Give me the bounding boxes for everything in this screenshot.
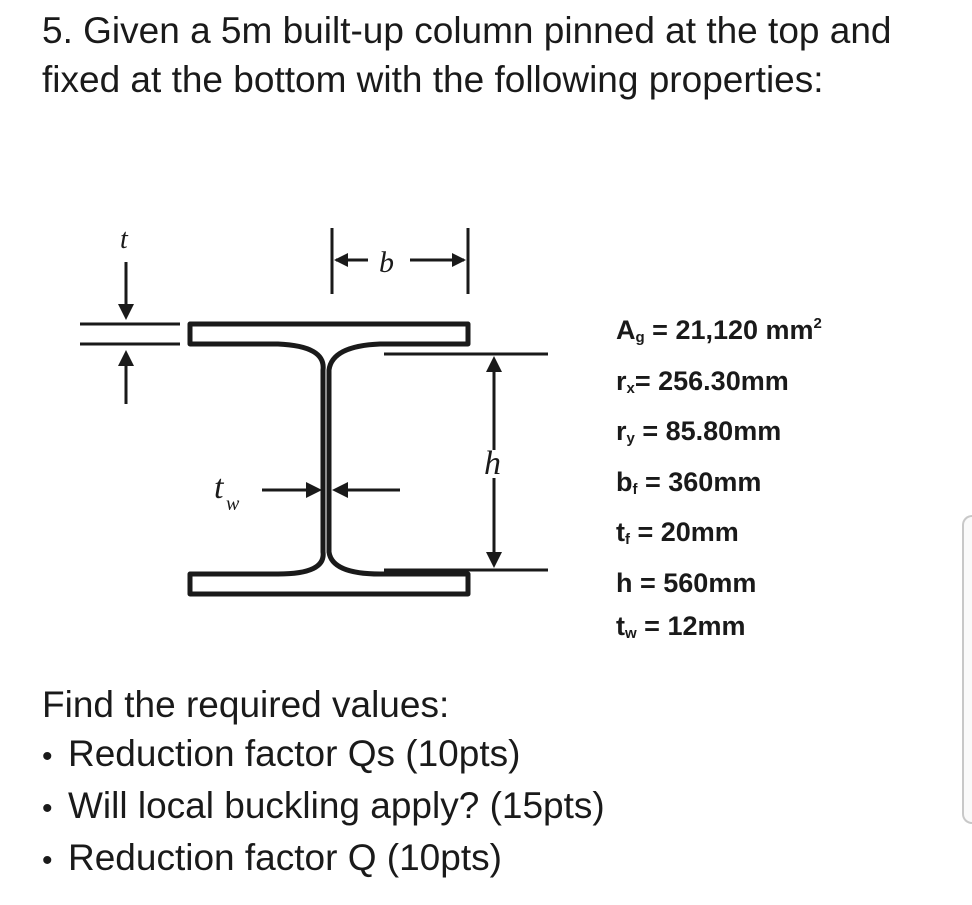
b-arrowhead-left [334, 253, 348, 267]
prop-tf: $t_f = 20mm$ [616, 517, 739, 548]
h-arrowhead-down [486, 552, 502, 568]
prop-bf: $b_f = 360mm$ [616, 466, 762, 498]
task-list [42, 729, 605, 885]
task-item: • Reduction factor Qs (10pts) [42, 729, 605, 781]
tw-arrowhead-right [306, 482, 322, 498]
task-item: • Will local buckling apply? (15pts) [42, 781, 605, 833]
label-tw-base: t [214, 469, 224, 506]
side-scroll-handle[interactable] [962, 515, 972, 824]
prop-h: h = 560mm [616, 567, 757, 598]
property-list [616, 302, 822, 656]
label-b: b [379, 246, 394, 279]
question-text: 5. Given a 5m built-up column pinned at the top and fixed at the bottom with the following properties: [42, 10, 892, 100]
prop-ry: $r_y = 85.80mm$ [616, 416, 782, 447]
b-arrowhead-right [452, 253, 466, 267]
prop-tw: $t_w = 12mm$ [616, 611, 746, 642]
h-arrowhead-up [486, 356, 502, 372]
i-beam-diagram [70, 210, 590, 630]
label-t: t [120, 224, 128, 255]
t-arrowhead-down [118, 304, 134, 320]
bullet-icon: • [42, 740, 53, 773]
bullet-icon: • [42, 792, 53, 825]
t-arrowhead-up [118, 350, 134, 366]
tw-arrowhead-left [332, 482, 348, 498]
label-tw-sub: w [226, 493, 240, 515]
find-heading: Find the required values: [42, 684, 450, 725]
label-h: h [484, 445, 501, 482]
task-item: • Reduction factor Q (10pts) [42, 833, 605, 885]
prop-ag: $A_g = 21,120$ $mm^2$ [616, 315, 822, 346]
i-beam-section [190, 324, 468, 594]
prop-rx: $r_x= 256.30mm$ [616, 365, 789, 397]
bullet-icon: • [42, 844, 53, 877]
